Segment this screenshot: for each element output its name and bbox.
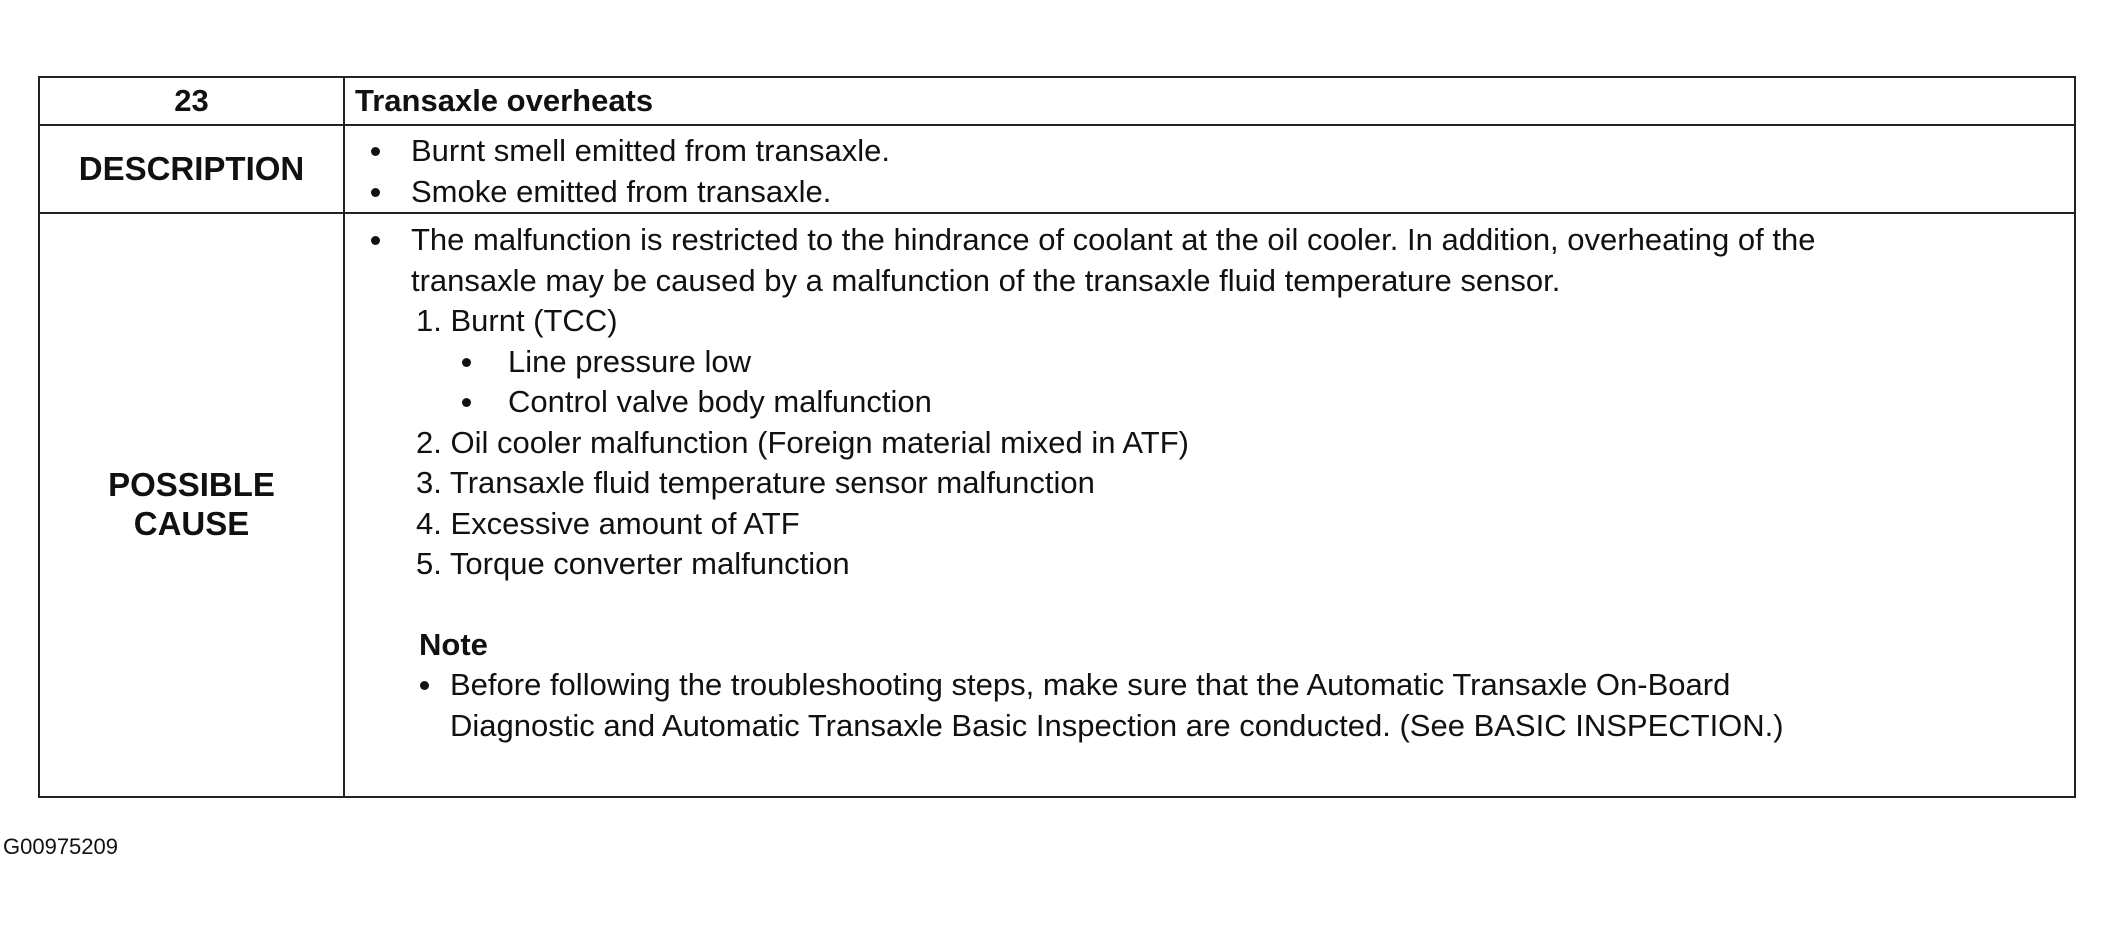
cause-intro	[367, 220, 2064, 301]
cause-intro-line2: transaxle may be caused by a malfunction of the transaxle fluid temperature sensor.	[411, 262, 1561, 298]
description-item: Smoke emitted from transaxle.	[367, 172, 2064, 213]
note-line1: Before following the troubleshooting steps, make sure that the Automatic Transaxle On-Board	[450, 667, 1731, 702]
description-row	[39, 125, 2075, 213]
sub-cause-item: Line pressure low	[367, 342, 2064, 383]
item-number: 23	[39, 77, 344, 125]
possible-cause-row	[39, 213, 2075, 797]
note-line2: Diagnostic and Automatic Transaxle Basic Inspection are conducted. (See BASIC INSPECTION.)	[450, 707, 1784, 743]
possible-cause-label-line1: POSSIBLE	[108, 466, 275, 504]
figure-id: G00975209	[3, 834, 118, 859]
sub-cause-item: Control valve body malfunction	[367, 382, 2064, 423]
item-title: Transaxle overheats	[344, 77, 2075, 125]
cause-item: 5. Torque converter malfunction	[416, 546, 850, 581]
cause-item: 2. Oil cooler malfunction (Foreign material mixed in ATF)	[416, 424, 1189, 460]
possible-cause-label	[39, 213, 344, 797]
note-title: Note	[419, 626, 488, 662]
description-item: Burnt smell emitted from transaxle.	[367, 131, 2064, 172]
cause-intro-line1: The malfunction is restricted to the hindrance of coolant at the oil cooler. In addition, overheating of the	[411, 222, 1816, 257]
description-label: DESCRIPTION	[39, 125, 344, 213]
cause-item: 1. Burnt (TCC)	[416, 303, 618, 338]
description-content	[344, 125, 2075, 213]
possible-cause-label-line2: CAUSE	[133, 505, 250, 542]
cause-item: 3. Transaxle fluid temperature sensor malfunction	[416, 465, 1095, 500]
possible-cause-content	[344, 213, 2075, 797]
note-item	[367, 665, 2064, 746]
troubleshooting-table	[38, 76, 2076, 798]
cause-item: 4. Excessive amount of ATF	[416, 505, 800, 541]
spacer	[367, 585, 2064, 625]
table-header-row	[39, 77, 2075, 125]
